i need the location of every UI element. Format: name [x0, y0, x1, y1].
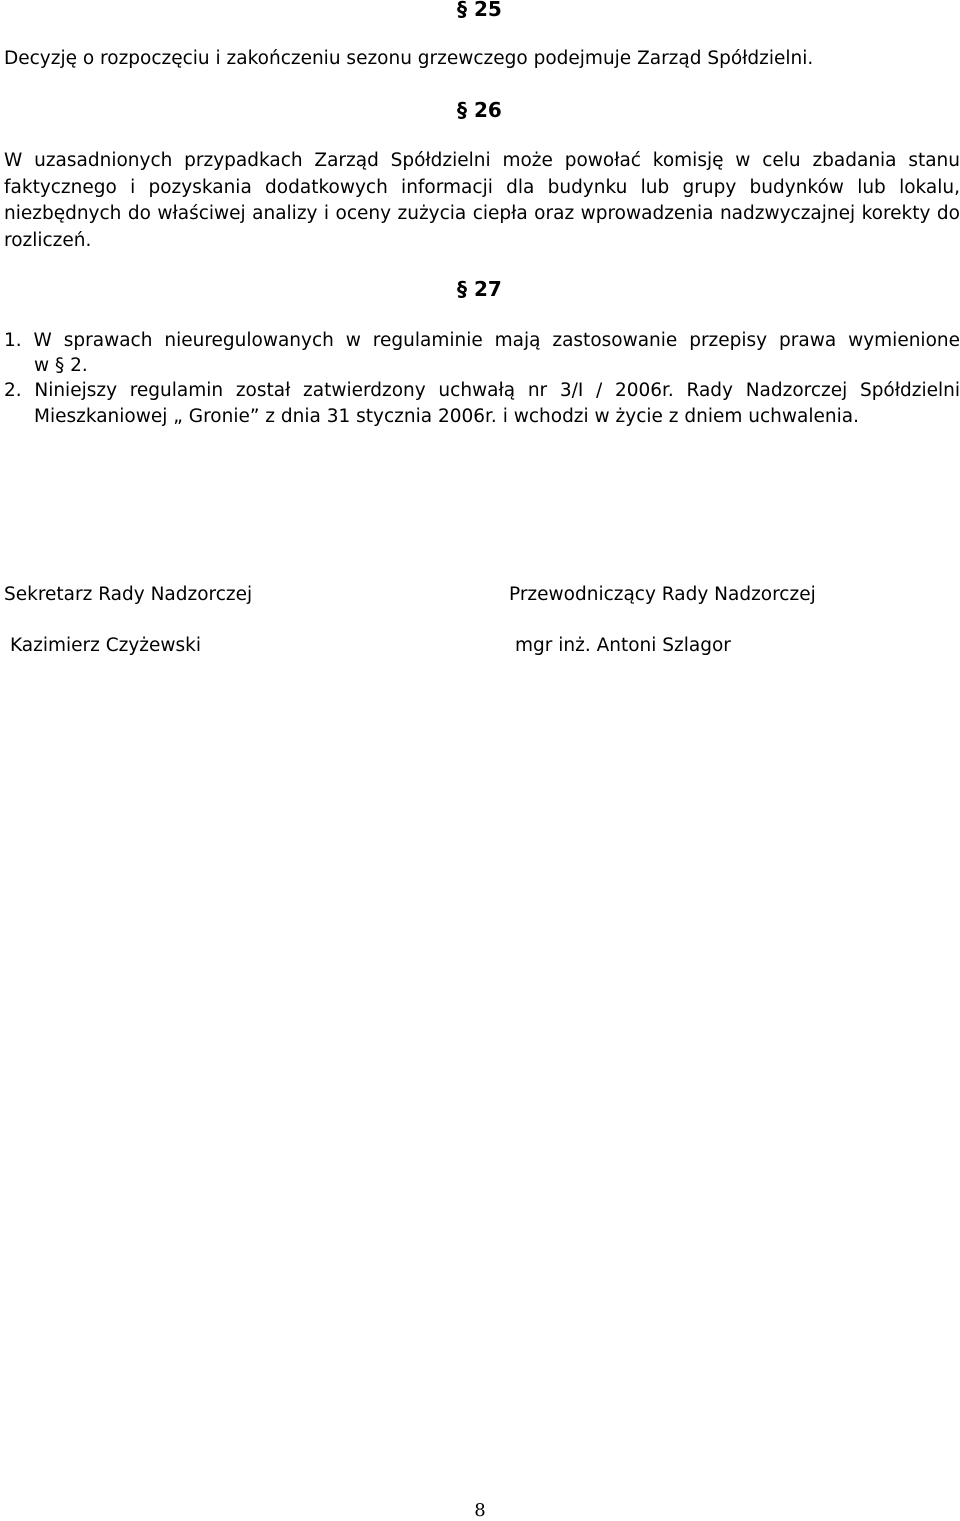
section-26-line: W uzasadnionych przypadkach Zarząd Spółdzielni może powołać komisję w celu zbadania stanu: [4, 150, 960, 171]
section-26-heading: § 26: [457, 98, 502, 122]
section-27-heading: § 27: [457, 277, 502, 301]
section-26-line: rozliczeń.: [4, 230, 92, 251]
signature-left-title: Sekretarz Rady Nadzorczej: [4, 584, 253, 605]
section-27-item-2-cont: Mieszkaniowej „ Gronie” z dnia 31 stycznia 2006r. i wchodzi w życie z dniem uchwalenia.: [34, 406, 859, 427]
signature-left-name: Kazimierz Czyżewski: [10, 635, 202, 656]
section-25-heading: § 25: [457, 0, 502, 21]
section-27-item-1-cont: w § 2.: [34, 355, 88, 376]
section-26-line: niezbędnych do właściwej analizy i oceny zużycia ciepła oraz wprowadzenia nadzwyczajnej korekty do: [4, 203, 960, 224]
section-25-text: Decyzję o rozpoczęciu i zakończeniu sezonu grzewczego podejmuje Zarząd Spółdzielni.: [4, 48, 814, 69]
section-27-item-2: 2. Niniejszy regulamin został zatwierdzony uchwałą nr 3/I / 2006r. Rady Nadzorczej Spółdzielni: [4, 380, 960, 401]
signature-right-name: mgr inż. Antoni Szlagor: [515, 635, 731, 656]
section-26-line: faktycznego i pozyskania dodatkowych informacji dla budynku lub grupy budynków lub lokalu,: [4, 177, 960, 198]
section-27-item-1: 1. W sprawach nieuregulowanych w regulaminie mają zastosowanie przepisy prawa wymienione: [4, 330, 960, 351]
signature-right-title: Przewodniczący Rady Nadzorczej: [509, 584, 816, 605]
page-number: 8: [474, 1500, 486, 1521]
